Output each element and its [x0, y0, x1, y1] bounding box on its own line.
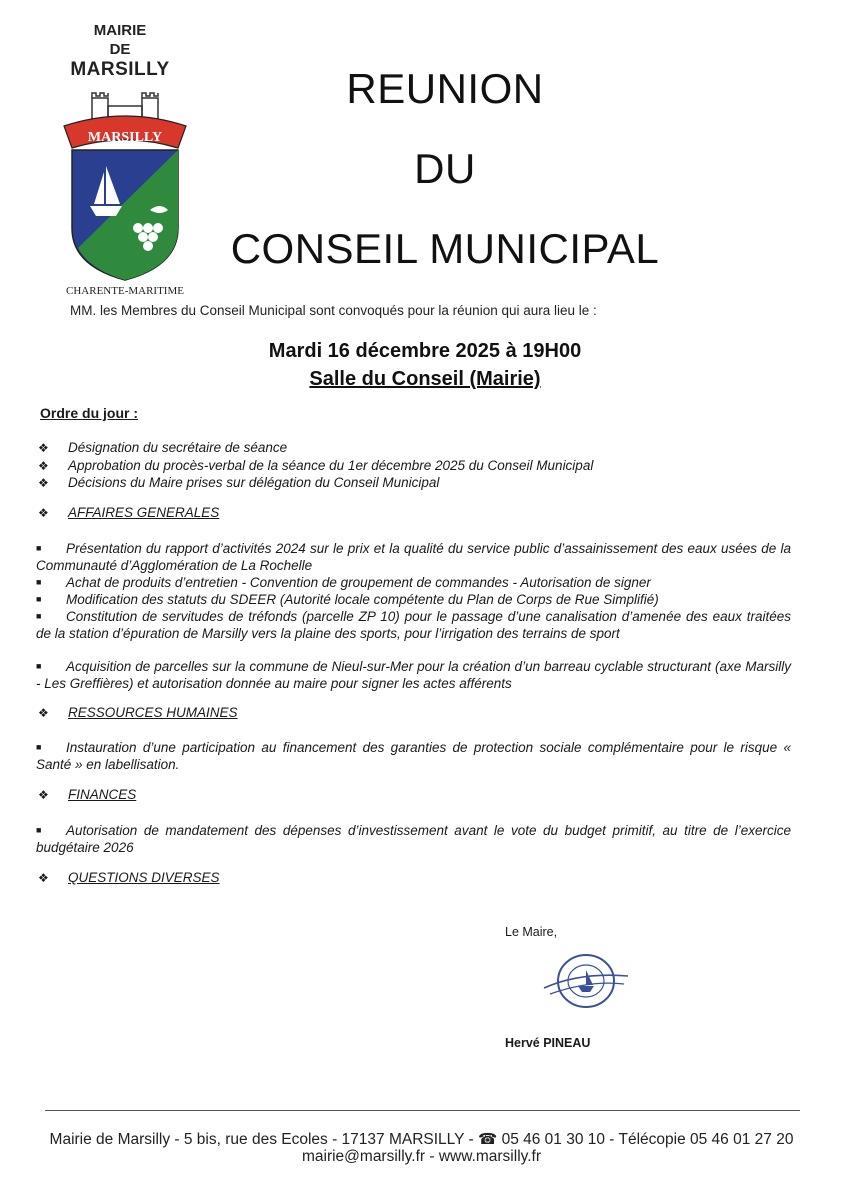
mairie-line-2: DE [109, 41, 131, 58]
agenda-item [36, 822, 791, 856]
section-heading-questions [38, 870, 220, 885]
title-line-3: CONSEIL MUNICIPAL [230, 225, 660, 272]
section-heading-affaires [38, 505, 219, 520]
diamond-bullet-icon: ❖ [38, 441, 49, 455]
preliminary-item-1: Désignation du secrétaire de séance [68, 440, 288, 455]
agenda-item [36, 608, 791, 642]
square-bullet-icon: ■ [36, 543, 42, 553]
agenda-item-text: Constitution de servitudes de tréfonds (parcelle ZP 10) pour le passage d’une canalisation d’amenée des eaux traitées de la station d’épuration de Marsilly vers la plaine des sports, pour l’irrigation des terrains de sport [36, 609, 791, 641]
diamond-bullet-icon: ❖ [38, 459, 49, 473]
square-bullet-icon: ■ [36, 661, 42, 671]
section-title-affaires: AFFAIRES GENERALES [68, 505, 220, 520]
square-bullet-icon: ■ [36, 742, 42, 752]
section-title-rh: RESSOURCES HUMAINES [68, 705, 238, 720]
footer-contact: mairie@marsilly.fr - www.marsilly.fr [301, 1148, 542, 1165]
title-line-2: DU [414, 145, 476, 192]
marsilly-crest-logo [50, 88, 200, 298]
agenda-item-text: Achat de produits d’entretien - Convention de groupement de commandes - Autorisation de signer [66, 575, 651, 590]
agenda-heading: Ordre du jour : [40, 405, 138, 421]
diamond-bullet-icon: ❖ [38, 476, 49, 490]
square-bullet-icon: ■ [36, 594, 42, 604]
diamond-bullet-icon: ❖ [38, 788, 49, 802]
convocation-intro: MM. les Membres du Conseil Municipal sont convoqués pour la réunion qui aura lieu le : [70, 303, 597, 318]
square-bullet-icon: ■ [36, 577, 42, 587]
mairie-stamp-icon [540, 950, 632, 1012]
footer-divider [45, 1110, 800, 1111]
agenda-item [36, 739, 791, 773]
section-heading-rh [38, 705, 238, 720]
title-line-1: REUNION [346, 65, 544, 112]
crest-banner-text: MARSILLY [87, 130, 163, 145]
diamond-bullet-icon: ❖ [38, 506, 49, 520]
section-title-questions: QUESTIONS DIVERSES [68, 870, 220, 885]
list-item [38, 458, 593, 473]
meeting-date: Mardi 16 décembre 2025 à 19H00 [268, 340, 582, 362]
agenda-item-text: Autorisation de mandatement des dépenses d’investissement avant le vote du budget primitif, au titre de l’exercice budgétaire 2026 [36, 823, 791, 855]
signature-name: Hervé PINEAU [505, 1036, 591, 1050]
preliminary-item-2: Approbation du procès-verbal de la séance du 1er décembre 2025 du Conseil Municipal [68, 458, 594, 473]
agenda-item [36, 591, 791, 609]
section-heading-finances [38, 787, 136, 802]
diamond-bullet-icon: ❖ [38, 706, 49, 720]
section-title-finances: FINANCES [68, 787, 137, 802]
agenda-item-text: Présentation du rapport d’activités 2024 sur le prix et la qualité du service public d’assainissement des eaux usées de la Communauté d’Agglomération de La Rochelle [36, 541, 791, 573]
footer-address: Mairie de Marsilly - 5 bis, rue des Ecoles - 17137 MARSILLY - ☎ 05 46 01 30 10 - Télécopie 05 46 01 27 20 [49, 1131, 794, 1148]
agenda-item [36, 540, 791, 574]
agenda-item [36, 574, 791, 592]
mairie-line-3: MARSILLY [70, 59, 170, 80]
agenda-item [36, 658, 791, 692]
signature-role: Le Maire, [505, 925, 558, 939]
list-item [38, 475, 439, 490]
diamond-bullet-icon: ❖ [38, 871, 49, 885]
crest-motto-text: CHARENTE-MARITIME [66, 285, 184, 297]
square-bullet-icon: ■ [36, 611, 42, 621]
list-item [38, 440, 287, 455]
meeting-place: Salle du Conseil (Mairie) [309, 368, 541, 390]
preliminary-item-3: Décisions du Maire prises sur délégation du Conseil Municipal [68, 475, 440, 490]
mairie-line-1: MAIRIE [93, 22, 147, 39]
agenda-item-text: Acquisition de parcelles sur la commune de Nieul-sur-Mer pour la création d’un barreau cyclable structurant (axe Marsilly - Les Greffières) et autorisation donnée au maire pour signer les actes afférents [36, 659, 791, 691]
square-bullet-icon: ■ [36, 825, 42, 835]
agenda-item-text: Instauration d’une participation au financement des garanties de protection sociale complémentaire pour le risque « Santé » en labellisation. [36, 740, 791, 772]
agenda-item-text: Modification des statuts du SDEER (Autorité locale compétente du Plan de Corps de Rue Simplifié) [66, 592, 659, 607]
